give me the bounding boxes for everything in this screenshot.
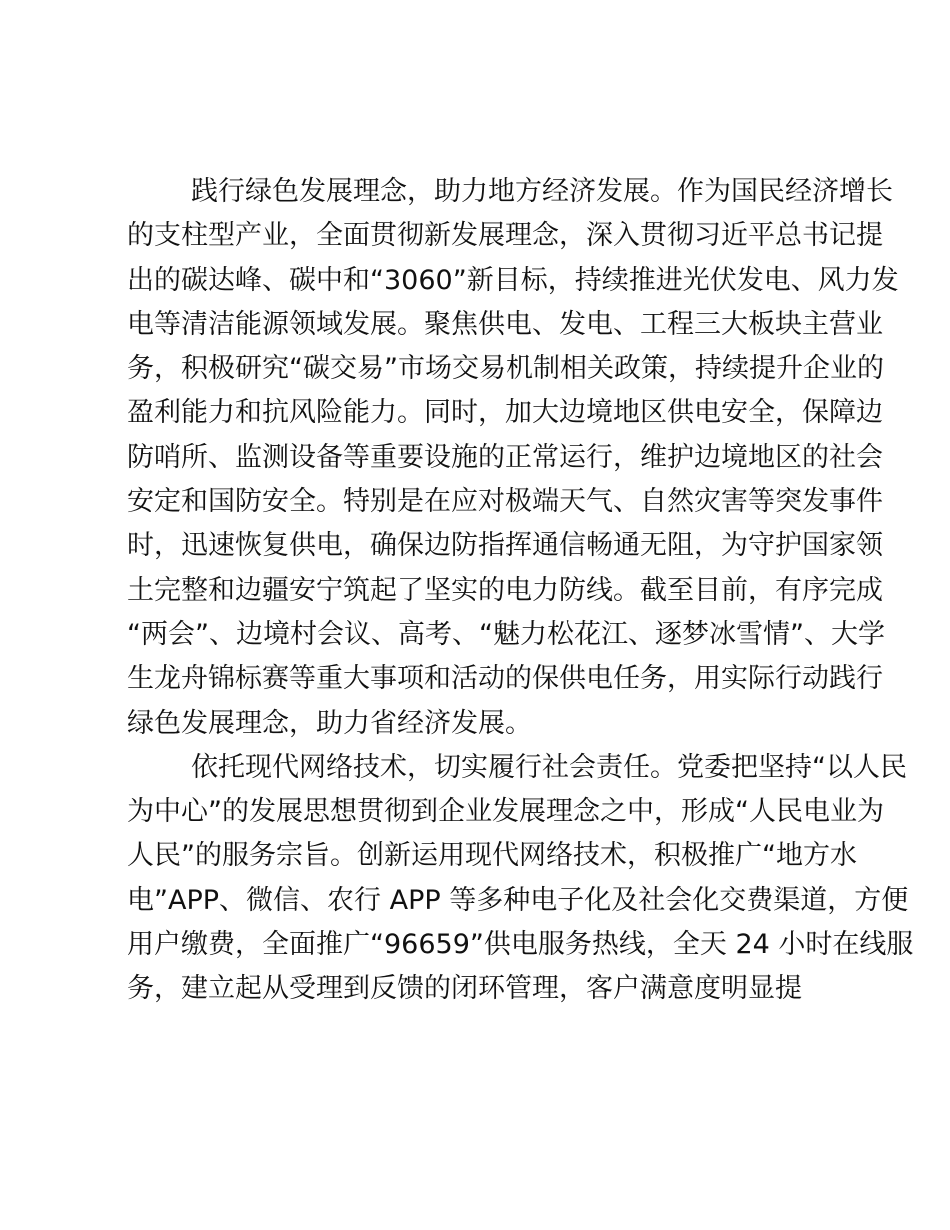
text-line: “两会”、边境村会议、高考、“魅力松花江、逐梦冰雪情”、大学: [127, 618, 885, 650]
paragraph-network-technology: [127, 746, 914, 1012]
text-line: 务，积极研究“碳交易”市场交易机制相关政策，持续提升企业的: [127, 353, 884, 385]
text-line: 电”APP、微信、农行 APP 等多种电子化及社会化交费渠道，方便: [127, 884, 909, 916]
text-line: 务，建立起从受理到反馈的闭环管理，客户满意度明显提: [127, 973, 802, 1005]
text-line: 的支柱型产业，全面贯彻新发展理念，深入贯彻习近平总书记提: [127, 220, 883, 252]
paragraph-green-development: [127, 170, 899, 746]
text-line: 践行绿色发展理念，助力地方经济发展。作为国民经济增长: [191, 176, 893, 207]
text-line: 时，迅速恢复供电，确保边防指挥通信畅通无阻，为守护国家领: [127, 530, 883, 562]
text-line: 绿色发展理念，助力省经济发展。: [127, 707, 532, 739]
text-line: 电等清洁能源领域发展。聚焦供电、发电、工程三大板块主营业: [127, 308, 883, 340]
text-line: 出的碳达峰、碳中和“3060”新目标，持续推进光伏发电、风力发: [127, 264, 899, 296]
text-line: 防哨所、监测设备等重要设施的正常运行，维护边境地区的社会: [127, 441, 883, 473]
text-line: 人民”的服务宗旨。创新运用现代网络技术，积极推广“地方水: [127, 840, 857, 872]
text-line: 安定和国防安全。特别是在应对极端天气、自然灾害等突发事件: [127, 486, 883, 518]
text-line: 土完整和边疆安宁筑起了坚实的电力防线。截至目前，有序完成: [127, 574, 883, 606]
text-line: 依托现代网络技术，切实履行社会责任。党委把坚持“以人民: [191, 751, 907, 783]
text-line: 为中心”的发展思想贯彻到企业发展理念之中，形成“人民电业为: [127, 796, 884, 828]
text-line: 盈利能力和抗风险能力。同时，加大边境地区供电安全，保障边: [127, 397, 883, 429]
text-line: 生龙舟锦标赛等重大事项和活动的保供电任务，用实际行动践行: [127, 663, 883, 695]
document-body: [127, 170, 914, 1012]
text-line: 用户缴费，全面推广“96659”供电服务热线，全天 24 小时在线服: [127, 929, 914, 961]
